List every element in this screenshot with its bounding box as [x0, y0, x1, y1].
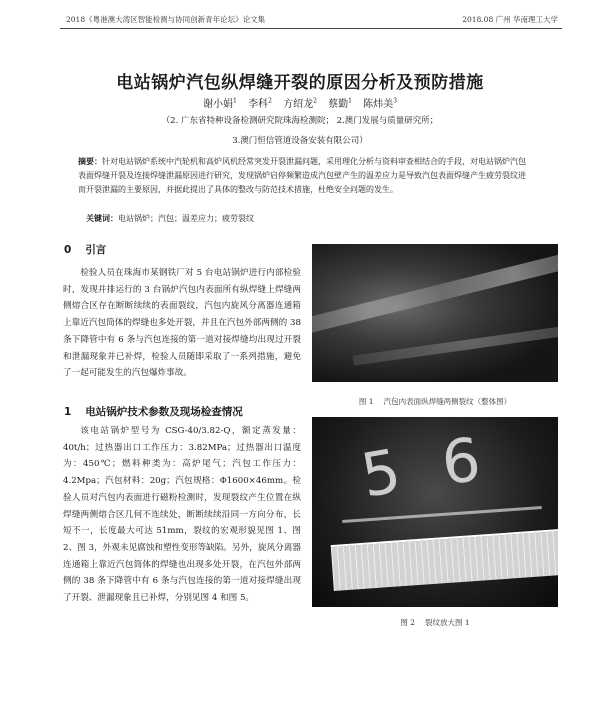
paragraph-text: 该电站锅炉型号为 CSG-40/3.82-Q，额定蒸发量：40t/h；过热器出口工作压力：3.82MPa；过热器出口温度为：450℃；燃料种类为：高炉尾气；汽包工作压力：4.2Mpa；汽包材料：20g；汽包规格：Φ1600×46mm。检验人员对汽包内表面进行磁粉检测时，发现裂纹产生位置在纵焊缝两侧熔合区几何不连续处，断断续续沿同一方向分布，长短不一，长度最大可达 51mm，裂纹的宏观形貌见图 1、图 2、图 3，外观未见腐蚀和塑性变形等缺陷。另外，旋风分离器连通箱上靠近汽包筒体的焊缝也出现多处开裂，在汽包外部两侧的 38 条下降管中有 6 条与汽包连接的第一道对接焊缝出现了开裂、泄漏现象且已补焊，分别见图 4 和图 5。	[63, 426, 301, 604]
figure-1-photo	[312, 244, 558, 382]
abstract-label: 摘要：	[78, 157, 102, 166]
author: 谢小娟$^1$	[203, 97, 237, 110]
figure-number: 图 1	[358, 397, 374, 406]
chalk-mark: 5	[356, 436, 406, 512]
keywords-label: 关键词：	[86, 214, 118, 223]
abstract-text: 针对电站锅炉系统中汽轮机和高炉风机经常突发开裂泄漏问题，采用理化分析与资料审查相结合的手段，对电站锅炉汽包表面焊缝开裂及连接焊缝泄漏原因进行研究，发现锅炉启停频繁造成汽包壁产生的温差应力是导致汽包表面焊缝产生疲劳裂纹进而开裂泄漏的主要原因，并据此提出了具体的整改与防范技术措施，杜绝安全问题的发生。	[78, 157, 526, 194]
header-rule	[60, 28, 562, 29]
figure-1-caption	[312, 396, 558, 407]
abstract	[78, 155, 533, 197]
keywords-text: 电站锅炉；汽包；温差应力；疲劳裂纹	[118, 214, 254, 223]
section-heading-parameters	[64, 404, 243, 419]
running-header-left: 2018《粤港澳大湾区智能检测与协同创新青年论坛》论文集	[66, 15, 266, 24]
weld-seam	[352, 322, 558, 365]
chalk-mark: 6	[438, 425, 484, 499]
section-title: 电站锅炉技术参数及现场检查情况	[85, 406, 243, 418]
section-title: 引言	[85, 244, 107, 256]
figure-2-caption	[312, 617, 558, 628]
paragraph-text: 检验人员在珠海市某钢铁厂对 5 台电站锅炉进行内部检验时，发现并排运行的 3 台锅炉汽包内表面所有纵焊缝上焊缝两侧熔合区存在断断续续的表面裂纹，汽包内旋风分离器连通箱上靠近汽包筒体的焊缝也多处开裂，并且在汽包外部两侧的 38 条下降管中有 6 条与汽包连接的第一道对接焊缝均出现过开裂和泄漏现象并已补焊，检验人员随即采取了一系列措施，避免了一起可能发生的汽包爆炸事故。	[63, 268, 301, 379]
figure-caption-text: 汽包内表面纵焊缝两侧裂纹（整体图）	[383, 397, 512, 406]
measuring-ruler	[331, 529, 558, 591]
section-number: 0	[64, 244, 72, 256]
figure-2-photo	[312, 417, 558, 607]
paper-title: 电站锅炉汽包纵焊缝开裂的原因分析及预防措施	[116, 73, 484, 93]
intro-paragraph	[63, 265, 301, 382]
affiliation-line-2: 3.澳门恒信管道设备安装有限公司）	[232, 136, 368, 146]
affiliation-line-1: （2. 广东省特种设备检测研究院珠海检测院； 2.澳门发展与质量研究所；	[161, 116, 439, 126]
author: 陈炜美$^3$	[363, 97, 397, 110]
running-header-right: 2018.08 广州 华南理工大学	[462, 15, 558, 24]
author: 蔡勤$^1$	[328, 97, 352, 110]
author: 方绍龙$^2$	[283, 97, 317, 110]
weld-seam	[312, 248, 558, 336]
keywords	[86, 213, 526, 224]
author-list	[0, 95, 600, 110]
section-heading-intro	[64, 242, 106, 257]
figure-caption-text: 裂纹放大图 1	[425, 618, 470, 627]
author: 李科$^2$	[248, 97, 272, 110]
parameters-paragraph	[63, 423, 301, 607]
section-number: 1	[64, 406, 72, 418]
figure-number: 图 2	[400, 618, 415, 627]
